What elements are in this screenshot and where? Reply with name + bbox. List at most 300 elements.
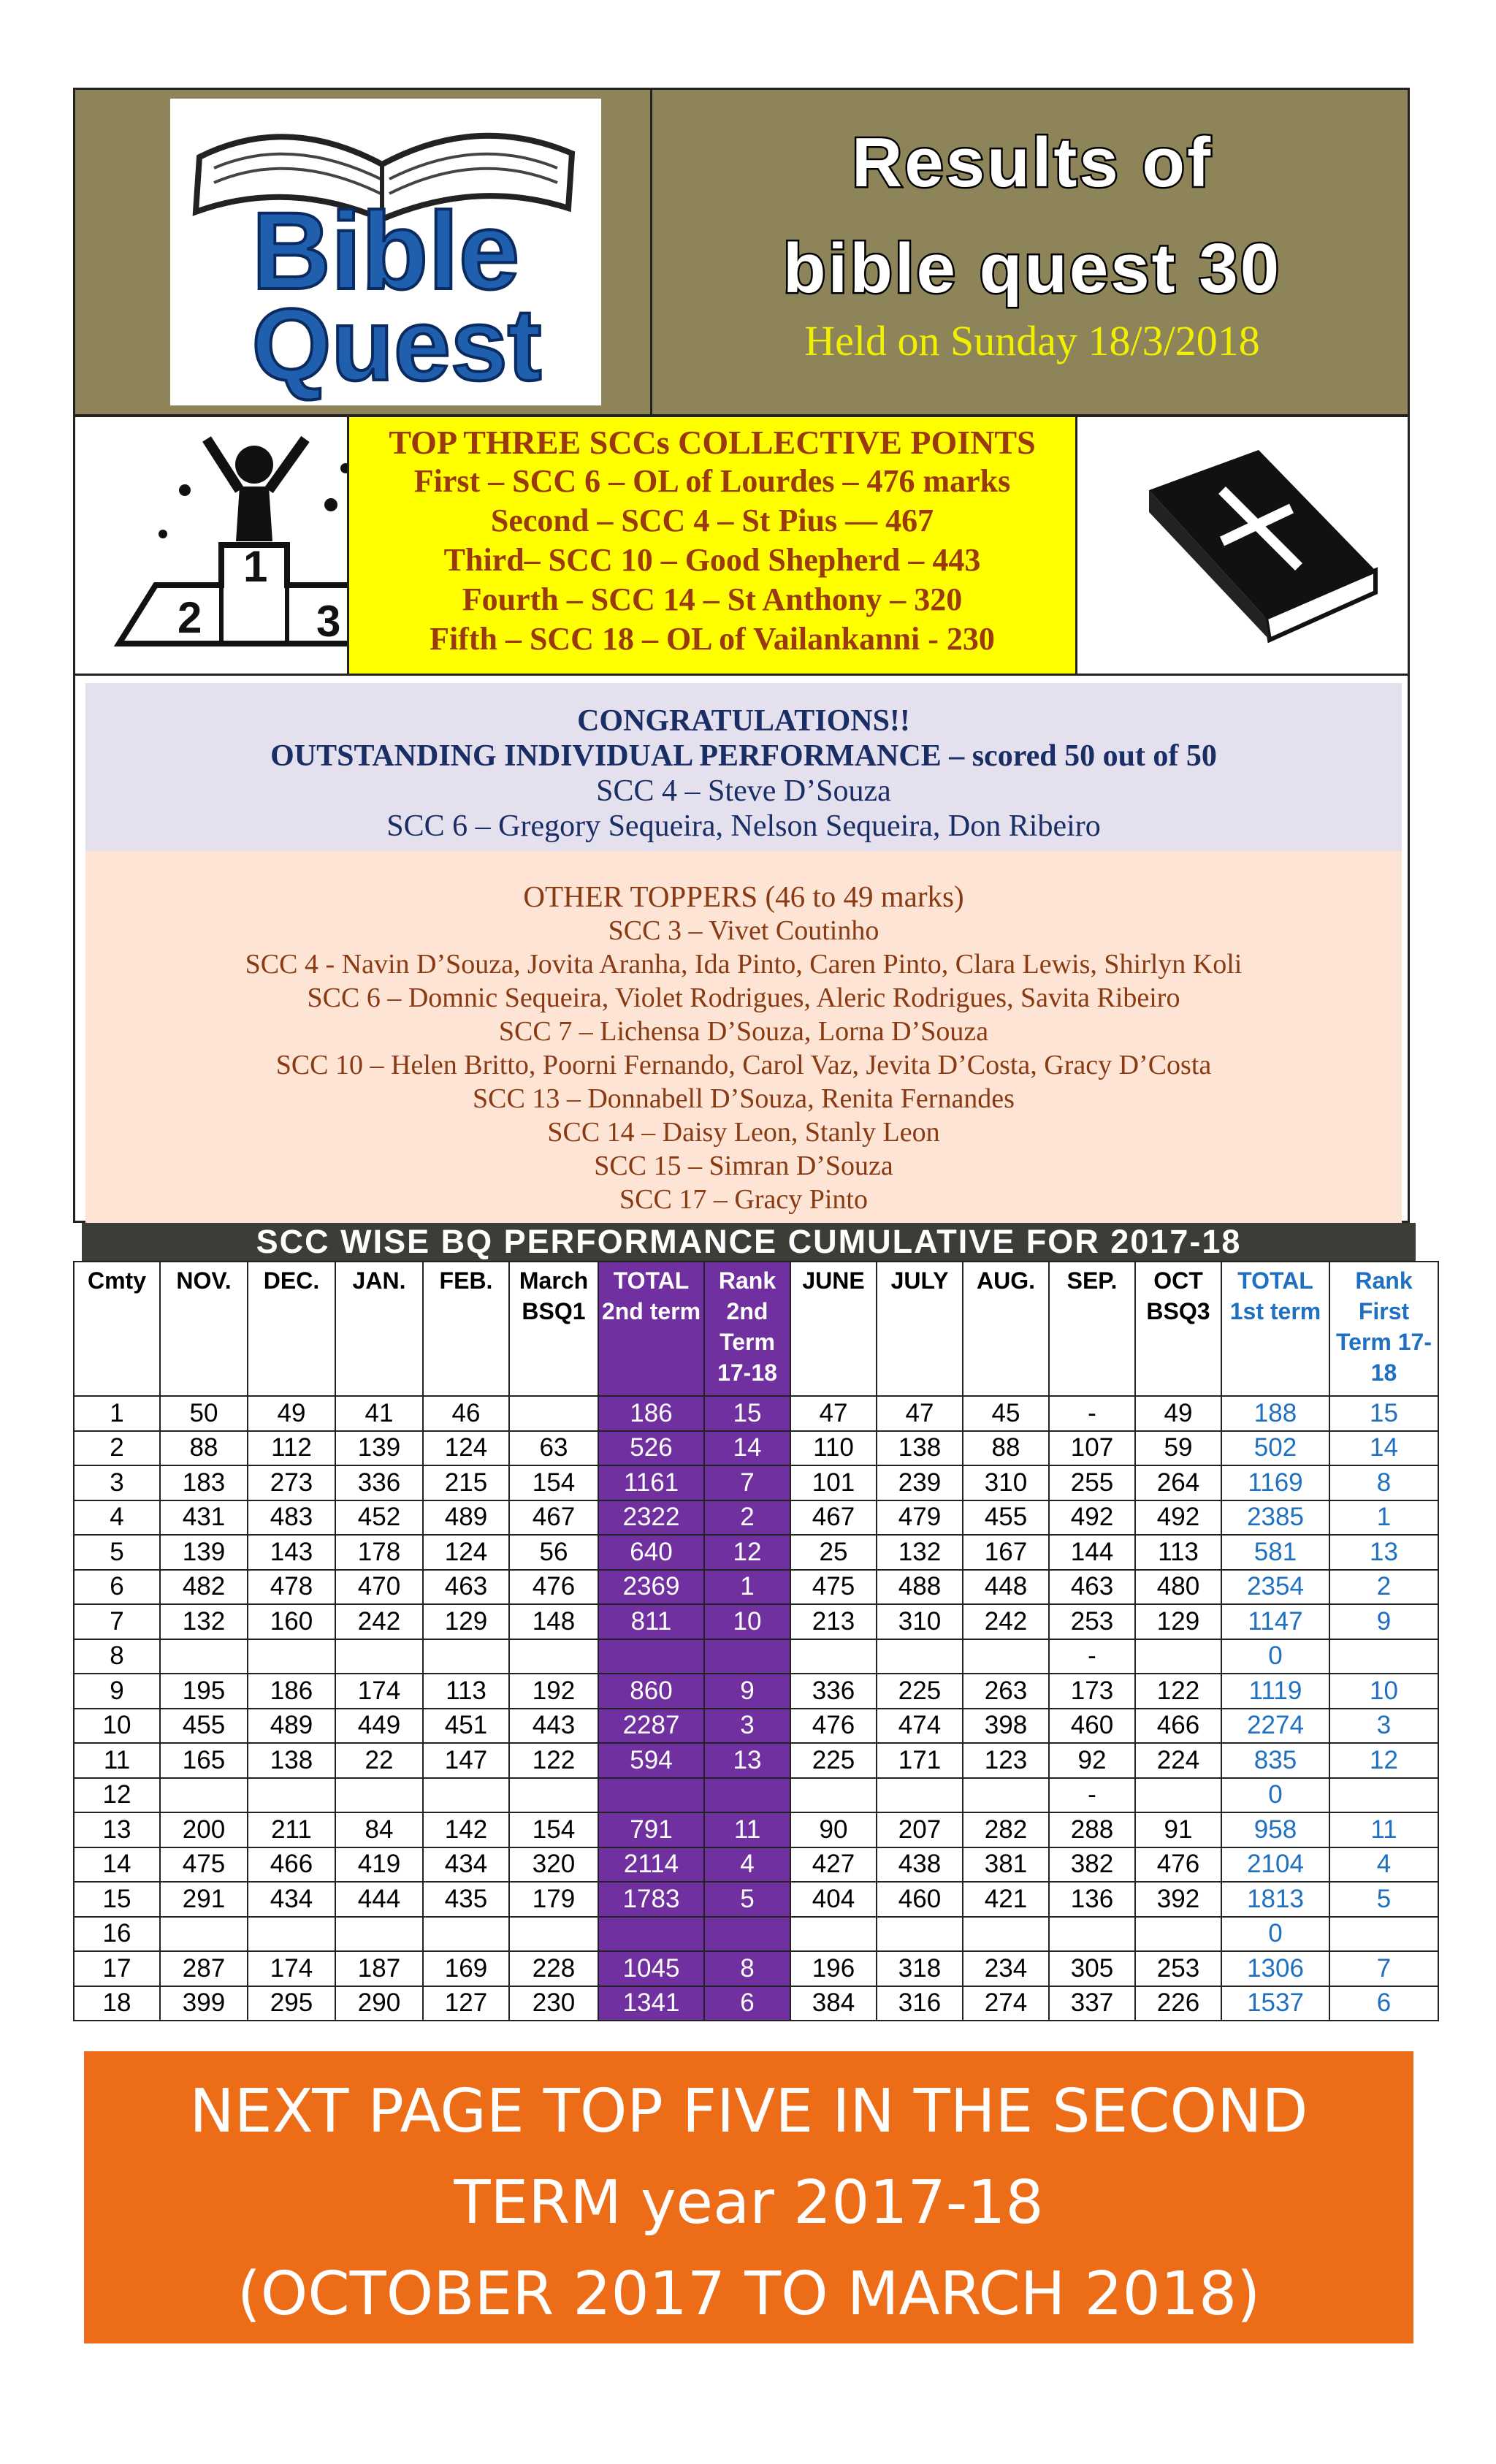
- table-cell: 12: [74, 1778, 160, 1813]
- table-cell: [877, 1778, 963, 1813]
- table-cell: 443: [509, 1709, 598, 1744]
- table-cell: 242: [963, 1604, 1049, 1639]
- table-cell: 0: [1221, 1778, 1329, 1813]
- title-line-2: bible quest 30: [782, 229, 1282, 308]
- table-cell: 253: [1049, 1604, 1135, 1639]
- table-cell: 13: [704, 1743, 790, 1778]
- table-cell: 594: [598, 1743, 704, 1778]
- table-cell: 2114: [598, 1847, 704, 1883]
- table-cell: 239: [877, 1465, 963, 1500]
- table-cell: 460: [877, 1882, 963, 1917]
- column-header: AUG.: [963, 1262, 1049, 1396]
- table-cell: [160, 1917, 248, 1952]
- table-cell: 2: [704, 1500, 790, 1536]
- table-cell: 3: [74, 1465, 160, 1500]
- table-cell: 213: [790, 1604, 877, 1639]
- table-cell: 5: [1329, 1882, 1438, 1917]
- table-cell: 2385: [1221, 1500, 1329, 1536]
- table-cell: 4: [74, 1500, 160, 1536]
- topper-line: SCC 13 – Donnabell D’Souza, Renita Fernandes: [473, 1083, 1015, 1114]
- logo-word-quest: Quest: [251, 287, 542, 402]
- table-cell: 123: [963, 1743, 1049, 1778]
- top-three-title: TOP THREE SCCs COLLECTIVE POINTS: [389, 424, 1036, 461]
- table-cell: 196: [790, 1951, 877, 1986]
- table-cell: 132: [877, 1535, 963, 1570]
- table-row: [74, 1674, 1438, 1709]
- table-cell: 581: [1221, 1535, 1329, 1570]
- topper-line: SCC 3 – Vivet Coutinho: [608, 915, 879, 946]
- table-cell: 399: [160, 1986, 248, 2021]
- table-cell: [160, 1639, 248, 1674]
- table-cell: 7: [704, 1465, 790, 1500]
- table-cell: 13: [1329, 1535, 1438, 1570]
- table-cell: 15: [704, 1396, 790, 1431]
- table-cell: 791: [598, 1812, 704, 1847]
- table-cell: 4: [704, 1847, 790, 1883]
- table-cell: [598, 1778, 704, 1813]
- column-header: Rank 2nd Term 17-18: [704, 1262, 790, 1396]
- table-cell: 41: [335, 1396, 423, 1431]
- table-cell: [248, 1778, 335, 1813]
- table-cell: 295: [248, 1986, 335, 2021]
- table-cell: 811: [598, 1604, 704, 1639]
- table-cell: 492: [1049, 1500, 1135, 1536]
- table-row: [74, 1917, 1438, 1952]
- table-cell: 438: [877, 1847, 963, 1883]
- table-cell: 2104: [1221, 1847, 1329, 1883]
- table-cell: 288: [1049, 1812, 1135, 1847]
- table-cell: [1329, 1917, 1438, 1952]
- table-cell: 2274: [1221, 1709, 1329, 1744]
- table-cell: 1169: [1221, 1465, 1329, 1500]
- table-cell: 192: [509, 1674, 598, 1709]
- table-cell: [598, 1639, 704, 1674]
- table-cell: 169: [423, 1951, 509, 1986]
- table-cell: 1341: [598, 1986, 704, 2021]
- table-cell: 253: [1135, 1951, 1221, 1986]
- svg-text:1: 1: [243, 542, 268, 591]
- column-header: JUNE: [790, 1262, 877, 1396]
- table-cell: 12: [704, 1535, 790, 1570]
- table-cell: 9: [704, 1674, 790, 1709]
- table-cell: 46: [423, 1396, 509, 1431]
- table-cell: 478: [248, 1570, 335, 1605]
- table-cell: 25: [790, 1535, 877, 1570]
- top-three-line: Second – SCC 4 – St Pius –– 467: [490, 503, 934, 538]
- table-header-row: [74, 1262, 1438, 1396]
- table-cell: 228: [509, 1951, 598, 1986]
- table-cell: 419: [335, 1847, 423, 1883]
- table-cell: [509, 1396, 598, 1431]
- table-cell: 22: [335, 1743, 423, 1778]
- table-cell: 50: [160, 1396, 248, 1431]
- column-header: March BSQ1: [509, 1262, 598, 1396]
- table-cell: 1813: [1221, 1882, 1329, 1917]
- table-cell: 132: [160, 1604, 248, 1639]
- table-row: [74, 1570, 1438, 1605]
- table-cell: 398: [963, 1709, 1049, 1744]
- table-cell: [335, 1639, 423, 1674]
- table-cell: 310: [877, 1604, 963, 1639]
- table-cell: 310: [963, 1465, 1049, 1500]
- table-cell: 200: [160, 1812, 248, 1847]
- table-cell: 466: [248, 1847, 335, 1883]
- table-cell: 1045: [598, 1951, 704, 1986]
- outstanding-scc-4: SCC 4 – Steve D’Souza: [596, 774, 891, 808]
- table-cell: 384: [790, 1986, 877, 2021]
- table-cell: 305: [1049, 1951, 1135, 1986]
- table-cell: 467: [509, 1500, 598, 1536]
- table-cell: 171: [877, 1743, 963, 1778]
- topper-line: SCC 7 – Lichensa D’Souza, Lorna D’Souza: [498, 1016, 989, 1047]
- table-cell: 187: [335, 1951, 423, 1986]
- table-cell: 526: [598, 1431, 704, 1466]
- table-cell: 381: [963, 1847, 1049, 1883]
- next-page-banner: [84, 2051, 1413, 2343]
- table-cell: 392: [1135, 1882, 1221, 1917]
- table-cell: 122: [1135, 1674, 1221, 1709]
- table-cell: 9: [1329, 1604, 1438, 1639]
- table-cell: 154: [509, 1812, 598, 1847]
- table-cell: 148: [509, 1604, 598, 1639]
- table-cell: 475: [160, 1847, 248, 1883]
- table-cell: 188: [1221, 1396, 1329, 1431]
- table-cell: 489: [248, 1709, 335, 1744]
- table-cell: 640: [598, 1535, 704, 1570]
- table-cell: [335, 1778, 423, 1813]
- table-cell: 291: [160, 1882, 248, 1917]
- table-cell: 2322: [598, 1500, 704, 1536]
- table-cell: 124: [423, 1431, 509, 1466]
- table-cell: 463: [1049, 1570, 1135, 1605]
- table-cell: 483: [248, 1500, 335, 1536]
- table-cell: 1: [704, 1570, 790, 1605]
- table-cell: 488: [877, 1570, 963, 1605]
- table-cell: 224: [1135, 1743, 1221, 1778]
- table-cell: 211: [248, 1812, 335, 1847]
- table-cell: 318: [877, 1951, 963, 1986]
- table-cell: 5: [74, 1535, 160, 1570]
- table-cell: [423, 1639, 509, 1674]
- table-cell: [790, 1917, 877, 1952]
- table-row: [74, 1639, 1438, 1674]
- table-cell: 129: [423, 1604, 509, 1639]
- table-cell: 2: [74, 1431, 160, 1466]
- table-cell: 124: [423, 1535, 509, 1570]
- top-three-line: First – SCC 6 – OL of Lourdes – 476 marks: [413, 463, 1011, 499]
- table-cell: 47: [790, 1396, 877, 1431]
- table-cell: 12: [1329, 1743, 1438, 1778]
- table-cell: 449: [335, 1709, 423, 1744]
- table-cell: [509, 1917, 598, 1952]
- table-cell: 492: [1135, 1500, 1221, 1536]
- table-cell: 474: [877, 1709, 963, 1744]
- column-header: Cmty: [74, 1262, 160, 1396]
- table-cell: 282: [963, 1812, 1049, 1847]
- table-cell: 174: [335, 1674, 423, 1709]
- banner-line-2: TERM year 2017-18: [454, 2168, 1044, 2238]
- holy-bible-icon: [1134, 446, 1383, 651]
- table-cell: [877, 1639, 963, 1674]
- table-cell: [509, 1639, 598, 1674]
- table-row: [74, 1743, 1438, 1778]
- table-cell: 91: [1135, 1812, 1221, 1847]
- table-cell: 421: [963, 1882, 1049, 1917]
- table-cell: 382: [1049, 1847, 1135, 1883]
- table-cell: 455: [160, 1709, 248, 1744]
- table-cell: 434: [423, 1847, 509, 1883]
- table-cell: [248, 1917, 335, 1952]
- table-row: [74, 1535, 1438, 1570]
- table-cell: 183: [160, 1465, 248, 1500]
- table-cell: 110: [790, 1431, 877, 1466]
- table-cell: 479: [877, 1500, 963, 1536]
- table-cell: 138: [248, 1743, 335, 1778]
- table-cell: 154: [509, 1465, 598, 1500]
- table-cell: [704, 1778, 790, 1813]
- table-cell: 6: [704, 1986, 790, 2021]
- table-cell: 336: [790, 1674, 877, 1709]
- table-cell: 4: [1329, 1847, 1438, 1883]
- outstanding-scc-6: SCC 6 – Gregory Sequeira, Nelson Sequeira, Don Ribeiro: [386, 809, 1101, 843]
- table-cell: 467: [790, 1500, 877, 1536]
- table-cell: [1135, 1778, 1221, 1813]
- table-cell: 138: [877, 1431, 963, 1466]
- column-header: FEB.: [423, 1262, 509, 1396]
- table-cell: 431: [160, 1500, 248, 1536]
- congratulations-heading: CONGRATULATIONS!!: [577, 704, 910, 738]
- table-cell: 0: [1221, 1917, 1329, 1952]
- svg-text:2: 2: [178, 593, 202, 642]
- table-cell: 112: [248, 1431, 335, 1466]
- individual-performance-section: [73, 674, 1410, 1223]
- table-cell: 255: [1049, 1465, 1135, 1500]
- table-cell: 45: [963, 1396, 1049, 1431]
- table-cell: 186: [248, 1674, 335, 1709]
- other-toppers-box: [85, 851, 1402, 1224]
- banner-line-1: NEXT PAGE TOP FIVE IN THE SECOND: [189, 2077, 1308, 2146]
- table-cell: [423, 1778, 509, 1813]
- table-cell: 84: [335, 1812, 423, 1847]
- top-three-line: Fifth – SCC 18 – OL of Vailankanni - 230: [430, 621, 995, 657]
- header-banner: [73, 88, 1410, 416]
- table-cell: 207: [877, 1812, 963, 1847]
- table-cell: 2369: [598, 1570, 704, 1605]
- table-cell: 7: [1329, 1951, 1438, 1986]
- table-cell: 2287: [598, 1709, 704, 1744]
- performance-table: [73, 1261, 1439, 2021]
- table-cell: 320: [509, 1847, 598, 1883]
- table-row: [74, 1951, 1438, 1986]
- bible-quest-logo: [170, 99, 601, 405]
- column-header: OCT BSQ3: [1135, 1262, 1221, 1396]
- table-row: [74, 1500, 1438, 1536]
- table-cell: 174: [248, 1951, 335, 1986]
- table-cell: 179: [509, 1882, 598, 1917]
- column-header: Rank First Term 17-18: [1329, 1262, 1438, 1396]
- column-header: JULY: [877, 1262, 963, 1396]
- table-cell: 3: [1329, 1709, 1438, 1744]
- table-row: [74, 1709, 1438, 1744]
- table-cell: 435: [423, 1882, 509, 1917]
- top-three-section: [73, 415, 1410, 676]
- table-cell: [1135, 1639, 1221, 1674]
- table-cell: [790, 1639, 877, 1674]
- table-cell: 8: [74, 1639, 160, 1674]
- outstanding-box: [85, 683, 1402, 851]
- table-cell: 47: [877, 1396, 963, 1431]
- table-title: SCC WISE BQ PERFORMANCE CUMULATIVE FOR 2017-18: [82, 1223, 1416, 1261]
- title-line-1: Results of: [851, 123, 1213, 202]
- table-cell: 230: [509, 1986, 598, 2021]
- table-cell: 16: [74, 1917, 160, 1952]
- table-cell: 6: [1329, 1986, 1438, 2021]
- table-cell: [335, 1917, 423, 1952]
- table-cell: 139: [335, 1431, 423, 1466]
- table-cell: 88: [160, 1431, 248, 1466]
- table-cell: 482: [160, 1570, 248, 1605]
- table-cell: 448: [963, 1570, 1049, 1605]
- table-cell: 1161: [598, 1465, 704, 1500]
- table-cell: 476: [790, 1709, 877, 1744]
- table-cell: 444: [335, 1882, 423, 1917]
- table-cell: [963, 1778, 1049, 1813]
- table-cell: 451: [423, 1709, 509, 1744]
- table-cell: [704, 1917, 790, 1952]
- topper-line: SCC 17 – Gracy Pinto: [619, 1184, 868, 1215]
- table-cell: 8: [704, 1951, 790, 1986]
- table-cell: 178: [335, 1535, 423, 1570]
- topper-line: SCC 6 – Domnic Sequeira, Violet Rodrigues, Aleric Rodrigues, Savita Ribeiro: [307, 983, 1180, 1013]
- table-cell: 122: [509, 1743, 598, 1778]
- top-three-line: Fourth – SCC 14 – St Anthony – 320: [462, 581, 963, 617]
- table-cell: [963, 1917, 1049, 1952]
- logo-word-bible: Bible: [251, 189, 520, 312]
- table-cell: 455: [963, 1500, 1049, 1536]
- table-row: [74, 1396, 1438, 1431]
- table-cell: 160: [248, 1604, 335, 1639]
- table-cell: 1: [1329, 1500, 1438, 1536]
- table-row: [74, 1431, 1438, 1466]
- table-cell: 2: [1329, 1570, 1438, 1605]
- table-cell: 147: [423, 1743, 509, 1778]
- table-cell: 49: [1135, 1396, 1221, 1431]
- column-header: TOTAL 1st term: [1221, 1262, 1329, 1396]
- table-cell: 6: [74, 1570, 160, 1605]
- table-cell: [963, 1639, 1049, 1674]
- table-cell: 13: [74, 1812, 160, 1847]
- table-cell: 11: [1329, 1812, 1438, 1847]
- table-cell: 14: [1329, 1431, 1438, 1466]
- table-cell: [423, 1917, 509, 1952]
- table-cell: [509, 1778, 598, 1813]
- table-cell: 427: [790, 1847, 877, 1883]
- table-cell: 1119: [1221, 1674, 1329, 1709]
- table-cell: [790, 1778, 877, 1813]
- table-cell: 3: [704, 1709, 790, 1744]
- table-cell: 452: [335, 1500, 423, 1536]
- topper-line: SCC 15 – Simran D’Souza: [594, 1151, 893, 1181]
- table-cell: 242: [335, 1604, 423, 1639]
- topper-line: SCC 14 – Daisy Leon, Stanly Leon: [547, 1117, 940, 1148]
- topper-line: SCC 10 – Helen Britto, Poorni Fernando, Carol Vaz, Jevita D’Costa, Gracy D’Costa: [275, 1050, 1212, 1080]
- table-row: [74, 1882, 1438, 1917]
- table-cell: [160, 1778, 248, 1813]
- table-cell: 18: [74, 1986, 160, 2021]
- table-cell: 88: [963, 1431, 1049, 1466]
- table-cell: 139: [160, 1535, 248, 1570]
- table-cell: 835: [1221, 1743, 1329, 1778]
- column-header: DEC.: [248, 1262, 335, 1396]
- table-cell: 336: [335, 1465, 423, 1500]
- table-cell: [1329, 1639, 1438, 1674]
- table-cell: 107: [1049, 1431, 1135, 1466]
- table-cell: 56: [509, 1535, 598, 1570]
- table-row: [74, 1812, 1438, 1847]
- table-cell: 480: [1135, 1570, 1221, 1605]
- table-cell: 1: [74, 1396, 160, 1431]
- table-cell: 15: [1329, 1396, 1438, 1431]
- column-header: NOV.: [160, 1262, 248, 1396]
- table-cell: 113: [423, 1674, 509, 1709]
- table-cell: 7: [74, 1604, 160, 1639]
- table-cell: 195: [160, 1674, 248, 1709]
- table-cell: 215: [423, 1465, 509, 1500]
- top-three-line: Third– SCC 10 – Good Shepherd – 443: [443, 542, 981, 578]
- table-cell: 274: [963, 1986, 1049, 2021]
- table-cell: 113: [1135, 1535, 1221, 1570]
- table-cell: 489: [423, 1500, 509, 1536]
- table-cell: 225: [790, 1743, 877, 1778]
- table-cell: -: [1049, 1396, 1135, 1431]
- held-on-date: Held on Sunday 18/3/2018: [804, 317, 1260, 365]
- table-cell: 475: [790, 1570, 877, 1605]
- table-cell: 434: [248, 1882, 335, 1917]
- table-cell: [704, 1639, 790, 1674]
- table-cell: -: [1049, 1639, 1135, 1674]
- column-header: SEP.: [1049, 1262, 1135, 1396]
- table-cell: 337: [1049, 1986, 1135, 2021]
- table-cell: 290: [335, 1986, 423, 2021]
- table-row: [74, 1604, 1438, 1639]
- table-cell: 173: [1049, 1674, 1135, 1709]
- table-cell: [248, 1639, 335, 1674]
- table-row: [74, 1778, 1438, 1813]
- table-cell: 2354: [1221, 1570, 1329, 1605]
- table-cell: 136: [1049, 1882, 1135, 1917]
- table-cell: 11: [704, 1812, 790, 1847]
- table-cell: 958: [1221, 1812, 1329, 1847]
- table-cell: -: [1049, 1778, 1135, 1813]
- table-cell: 316: [877, 1986, 963, 2021]
- table-cell: 466: [1135, 1709, 1221, 1744]
- table-cell: 476: [1135, 1847, 1221, 1883]
- table-cell: 90: [790, 1812, 877, 1847]
- table-cell: 8: [1329, 1465, 1438, 1500]
- table-cell: 129: [1135, 1604, 1221, 1639]
- table-cell: [1135, 1917, 1221, 1952]
- table-cell: 226: [1135, 1986, 1221, 2021]
- table-cell: 14: [74, 1847, 160, 1883]
- table-cell: [1049, 1917, 1135, 1952]
- table-cell: 234: [963, 1951, 1049, 1986]
- table-row: [74, 1847, 1438, 1883]
- table-cell: 17: [74, 1951, 160, 1986]
- table-cell: 127: [423, 1986, 509, 2021]
- other-toppers-title: OTHER TOPPERS (46 to 49 marks): [523, 880, 964, 913]
- table-cell: 10: [1329, 1674, 1438, 1709]
- table-cell: 142: [423, 1812, 509, 1847]
